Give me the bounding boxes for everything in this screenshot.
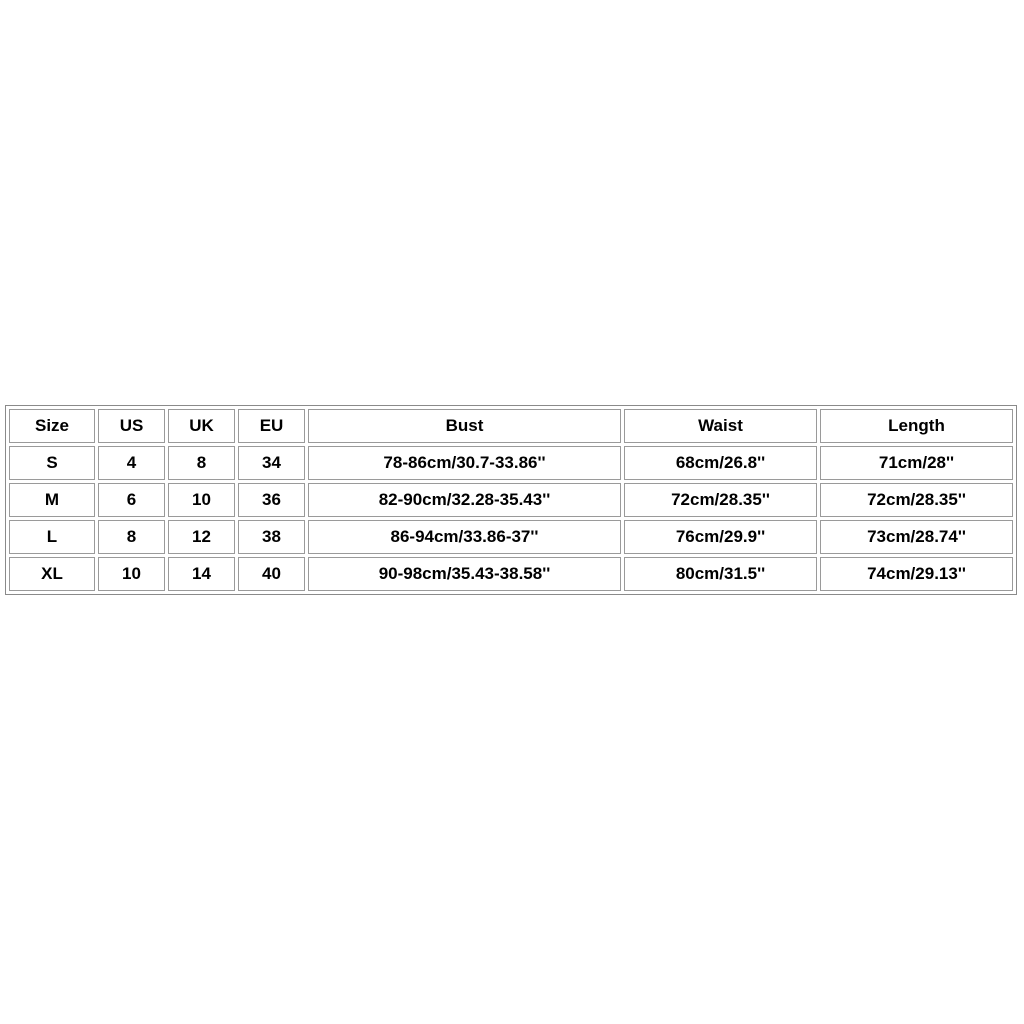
cell-uk: 12 — [168, 520, 235, 554]
table-row — [9, 483, 1013, 517]
cell-eu: 36 — [238, 483, 305, 517]
cell-bust: 86-94cm/33.86-37'' — [308, 520, 621, 554]
table-row — [9, 557, 1013, 591]
cell-size: L — [9, 520, 95, 554]
header-uk: UK — [168, 409, 235, 443]
cell-size: XL — [9, 557, 95, 591]
header-us: US — [98, 409, 165, 443]
cell-waist: 72cm/28.35'' — [624, 483, 817, 517]
cell-waist: 68cm/26.8'' — [624, 446, 817, 480]
table-row — [9, 446, 1013, 480]
header-bust: Bust — [308, 409, 621, 443]
cell-us: 10 — [98, 557, 165, 591]
header-size: Size — [9, 409, 95, 443]
cell-eu: 38 — [238, 520, 305, 554]
cell-us: 4 — [98, 446, 165, 480]
cell-length: 73cm/28.74'' — [820, 520, 1013, 554]
cell-us: 8 — [98, 520, 165, 554]
cell-eu: 34 — [238, 446, 305, 480]
cell-length: 71cm/28'' — [820, 446, 1013, 480]
cell-uk: 14 — [168, 557, 235, 591]
cell-bust: 90-98cm/35.43-38.58'' — [308, 557, 621, 591]
size-chart-table — [5, 405, 1017, 595]
table-row — [9, 520, 1013, 554]
cell-eu: 40 — [238, 557, 305, 591]
cell-us: 6 — [98, 483, 165, 517]
cell-length: 72cm/28.35'' — [820, 483, 1013, 517]
header-row — [9, 409, 1013, 443]
cell-bust: 82-90cm/32.28-35.43'' — [308, 483, 621, 517]
header-waist: Waist — [624, 409, 817, 443]
header-eu: EU — [238, 409, 305, 443]
cell-waist: 76cm/29.9'' — [624, 520, 817, 554]
cell-bust: 78-86cm/30.7-33.86'' — [308, 446, 621, 480]
cell-length: 74cm/29.13'' — [820, 557, 1013, 591]
cell-uk: 10 — [168, 483, 235, 517]
header-length: Length — [820, 409, 1013, 443]
cell-uk: 8 — [168, 446, 235, 480]
cell-size: M — [9, 483, 95, 517]
cell-waist: 80cm/31.5'' — [624, 557, 817, 591]
cell-size: S — [9, 446, 95, 480]
